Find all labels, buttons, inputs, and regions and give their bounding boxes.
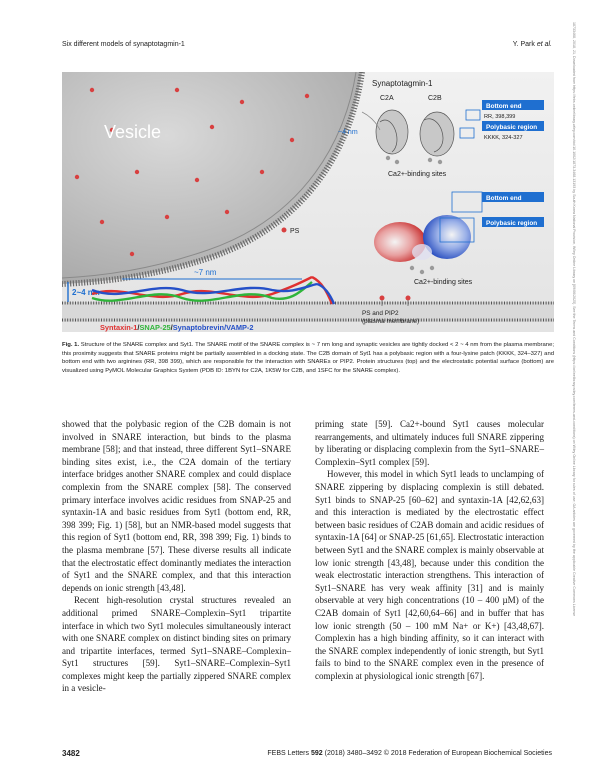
figure-illustration — [62, 72, 554, 332]
running-author — [513, 41, 552, 48]
rr-residues: RR, 398,399 — [484, 114, 516, 120]
c2b-label: C2B — [428, 95, 442, 102]
ca-sites-top-label: Ca2+-binding sites — [388, 171, 447, 178]
caption-label: Fig. 1. — [62, 342, 80, 348]
journal-volume: 592 — [310, 750, 323, 757]
polybasic-text-2: Polybasic region — [486, 220, 538, 227]
figure-1 — [62, 72, 554, 332]
polybasic-text: Polybasic region — [486, 124, 538, 131]
syt1-distance-label: ~4 nm — [338, 129, 358, 136]
paragraph-right-2: However, this model in which Syt1 leads to unclamping of SNARE zippering by displacing complexin is still debated. Syt1 binds to SNAP-25 [60–62] and syntaxin-1A [42,62,63] and this interaction is mediated by the electrostatic effect between basic residues of C2AB domain and acidic residues of syntaxin-1A [64] or SNAP-25 [61,65]. Electrostatic interaction between Syt1 and the SNARE complex is mainly observable at low ionic strength [43,48], because under this condition the weak electrostatic interaction strengthens. This interaction of Syt1–SNARE has very weak affinity [31] and is mainly observable at very high concentrations (10 – 400 µM) of the C2AB domain of Syt1 [42,60,64–66] and in buffer that has low ionic strength (50 – 100 mM Na+ or K+) [43,48,67]. Complexin has a high binding affinity, so it can interact with the SNARE complex independently of ionic strength, but Syt1 fails to bind to the SNARE complex even in the presence of complexin at physiological ionic strength [67]. — [315, 469, 544, 681]
syt1-label: Synaptotagmin-1 — [372, 79, 433, 88]
ca-sites-bottom-label: Ca2+-binding sites — [414, 279, 473, 286]
ps-label: PS — [290, 228, 300, 235]
snare-legend — [100, 323, 254, 332]
ps-pip2-label: PS and PIP2 — [362, 310, 399, 317]
paragraph-right-1: priming state [59]. Ca2+-bound Syt1 causes molecular rearrangements, and ultimately induces full SNARE zippering by liberating or displacing complexin from the Syt1–SNARE–Complexin–Syt1 complex [59]. — [315, 419, 544, 467]
plasma-membrane-label: (plasma membrane) — [362, 318, 420, 325]
vesicle-label: Vesicle — [104, 122, 162, 142]
page-number: 3482 — [62, 749, 80, 758]
legend-syntaxin: Syntaxin-1 — [100, 323, 138, 332]
paragraph-left-1: showed that the polybasic region of the C2B domain is not involved in SNARE interaction, but binds to the plasma membrane [58]; and that instead, three different Syt1–SNARE binding sites exist, i.e., the C2A domain of the tertiary interface bridges another SNARE complex and could displace complexin from the SNARE complex [58]. The conserved primary interface involves acidic residues from SNAP-25 and syntaxin-1A and basic residues from Syt1 (bottom end, RR, 398 399; Fig. 1) [58], but an NMR-based model suggests that this region of Syt1 (bottom end, RR, 398 399; Fig. 1) binds to the plasma membrane [57]. These diverse results all indicate that the electrostatic effect dominantly mediates the interaction of Syt1 and the SNARE complex, and that this interaction depends on ionic strength [43,48]. — [62, 419, 291, 593]
plasma-membrane — [62, 302, 554, 322]
gap-label: 2~4 nm — [72, 288, 100, 297]
svg-text:Syntaxin-1/SNAP-25/Synaptobrev — [100, 323, 254, 332]
kkkk-residues: KKKK, 324-327 — [484, 135, 523, 141]
body-column-left — [62, 418, 291, 695]
snare-length-label: ~7 nm — [194, 268, 217, 277]
download-notice-sidebar — [568, 22, 578, 762]
legend-snap25: SNAP-25 — [139, 323, 171, 332]
c2a-label: C2A — [380, 95, 394, 102]
body-column-right — [315, 418, 544, 682]
legend-separator-2: / — [170, 323, 173, 332]
journal-footer — [267, 750, 552, 757]
legend-separator-1: / — [137, 323, 140, 332]
bottom-end-text: Bottom end — [486, 103, 522, 110]
journal-name: FEBS Letters — [267, 750, 310, 757]
running-title: Six different models of synaptotagmin-1 — [62, 41, 185, 48]
ps-marker — [282, 228, 287, 233]
paragraph-left-2: Recent high-resolution crystal structures revealed an additional primed SNARE–Complexin–Syt1 tripartite interface in which two Syt1 molecules simultaneously interact with one SNARE complex on distinct binding sites on primary and tripartite interfaces, termed Syt1–SNARE–Complexin–Syt1 structures [59]. Syt1–SNARE–Complexin–Syt1 complexes might keep the partially zippered SNARE complex in a vesicle- — [62, 595, 291, 694]
author-etal: et al. — [536, 41, 552, 48]
journal-citation: (2018) 3480–3492 © 2018 Federation of European Biochemical Societies — [324, 750, 552, 757]
caption-text: Structure of the SNARE complex and Syt1. The SNARE motif of the SNARE complex is ~ 7 nm long and synaptic vesicles are tightly docked < 2 ~ 4 nm from the plasma membrane; this proximity suggests that SNARE proteins might be partially assembled in a docking state. The C2B domain of Syt1 has a polybasic region with a four-lysine patch (KKKK, 324–327) and bottom end with two arginines (RR, 398 399), which are responsible for the interaction with SNAREs or PIP2. Protein structures (top) and the electrostatic potential surface (bottom) are visualized using PyMOL Molecular Graphics System (PDB ID: 1BYN for C2A, 1K5W for C2B, and 1SFC for the SNARE complex). — [62, 342, 554, 374]
author-name: Y. Park — [512, 41, 535, 48]
legend-synaptobrevin: Synaptobrevin/VAMP-2 — [172, 323, 254, 332]
bottom-end-text-2: Bottom end — [486, 195, 522, 202]
figure-caption — [62, 341, 554, 375]
download-notice-text: 18733468, 2018, 21, Downloaded from https://febs.onlinelibrary.wiley.com/doi/10.1002/1873-3468.13193 by South Korea National Provision, Wiley Online Library on [09/06/2025]. See the Terms and Conditions (https://onlinelibrary.wiley.com/terms-and-conditions) on Wiley Online Library for rules of use; OA articles are governed by the applicable Creative Commons License — [572, 22, 576, 617]
